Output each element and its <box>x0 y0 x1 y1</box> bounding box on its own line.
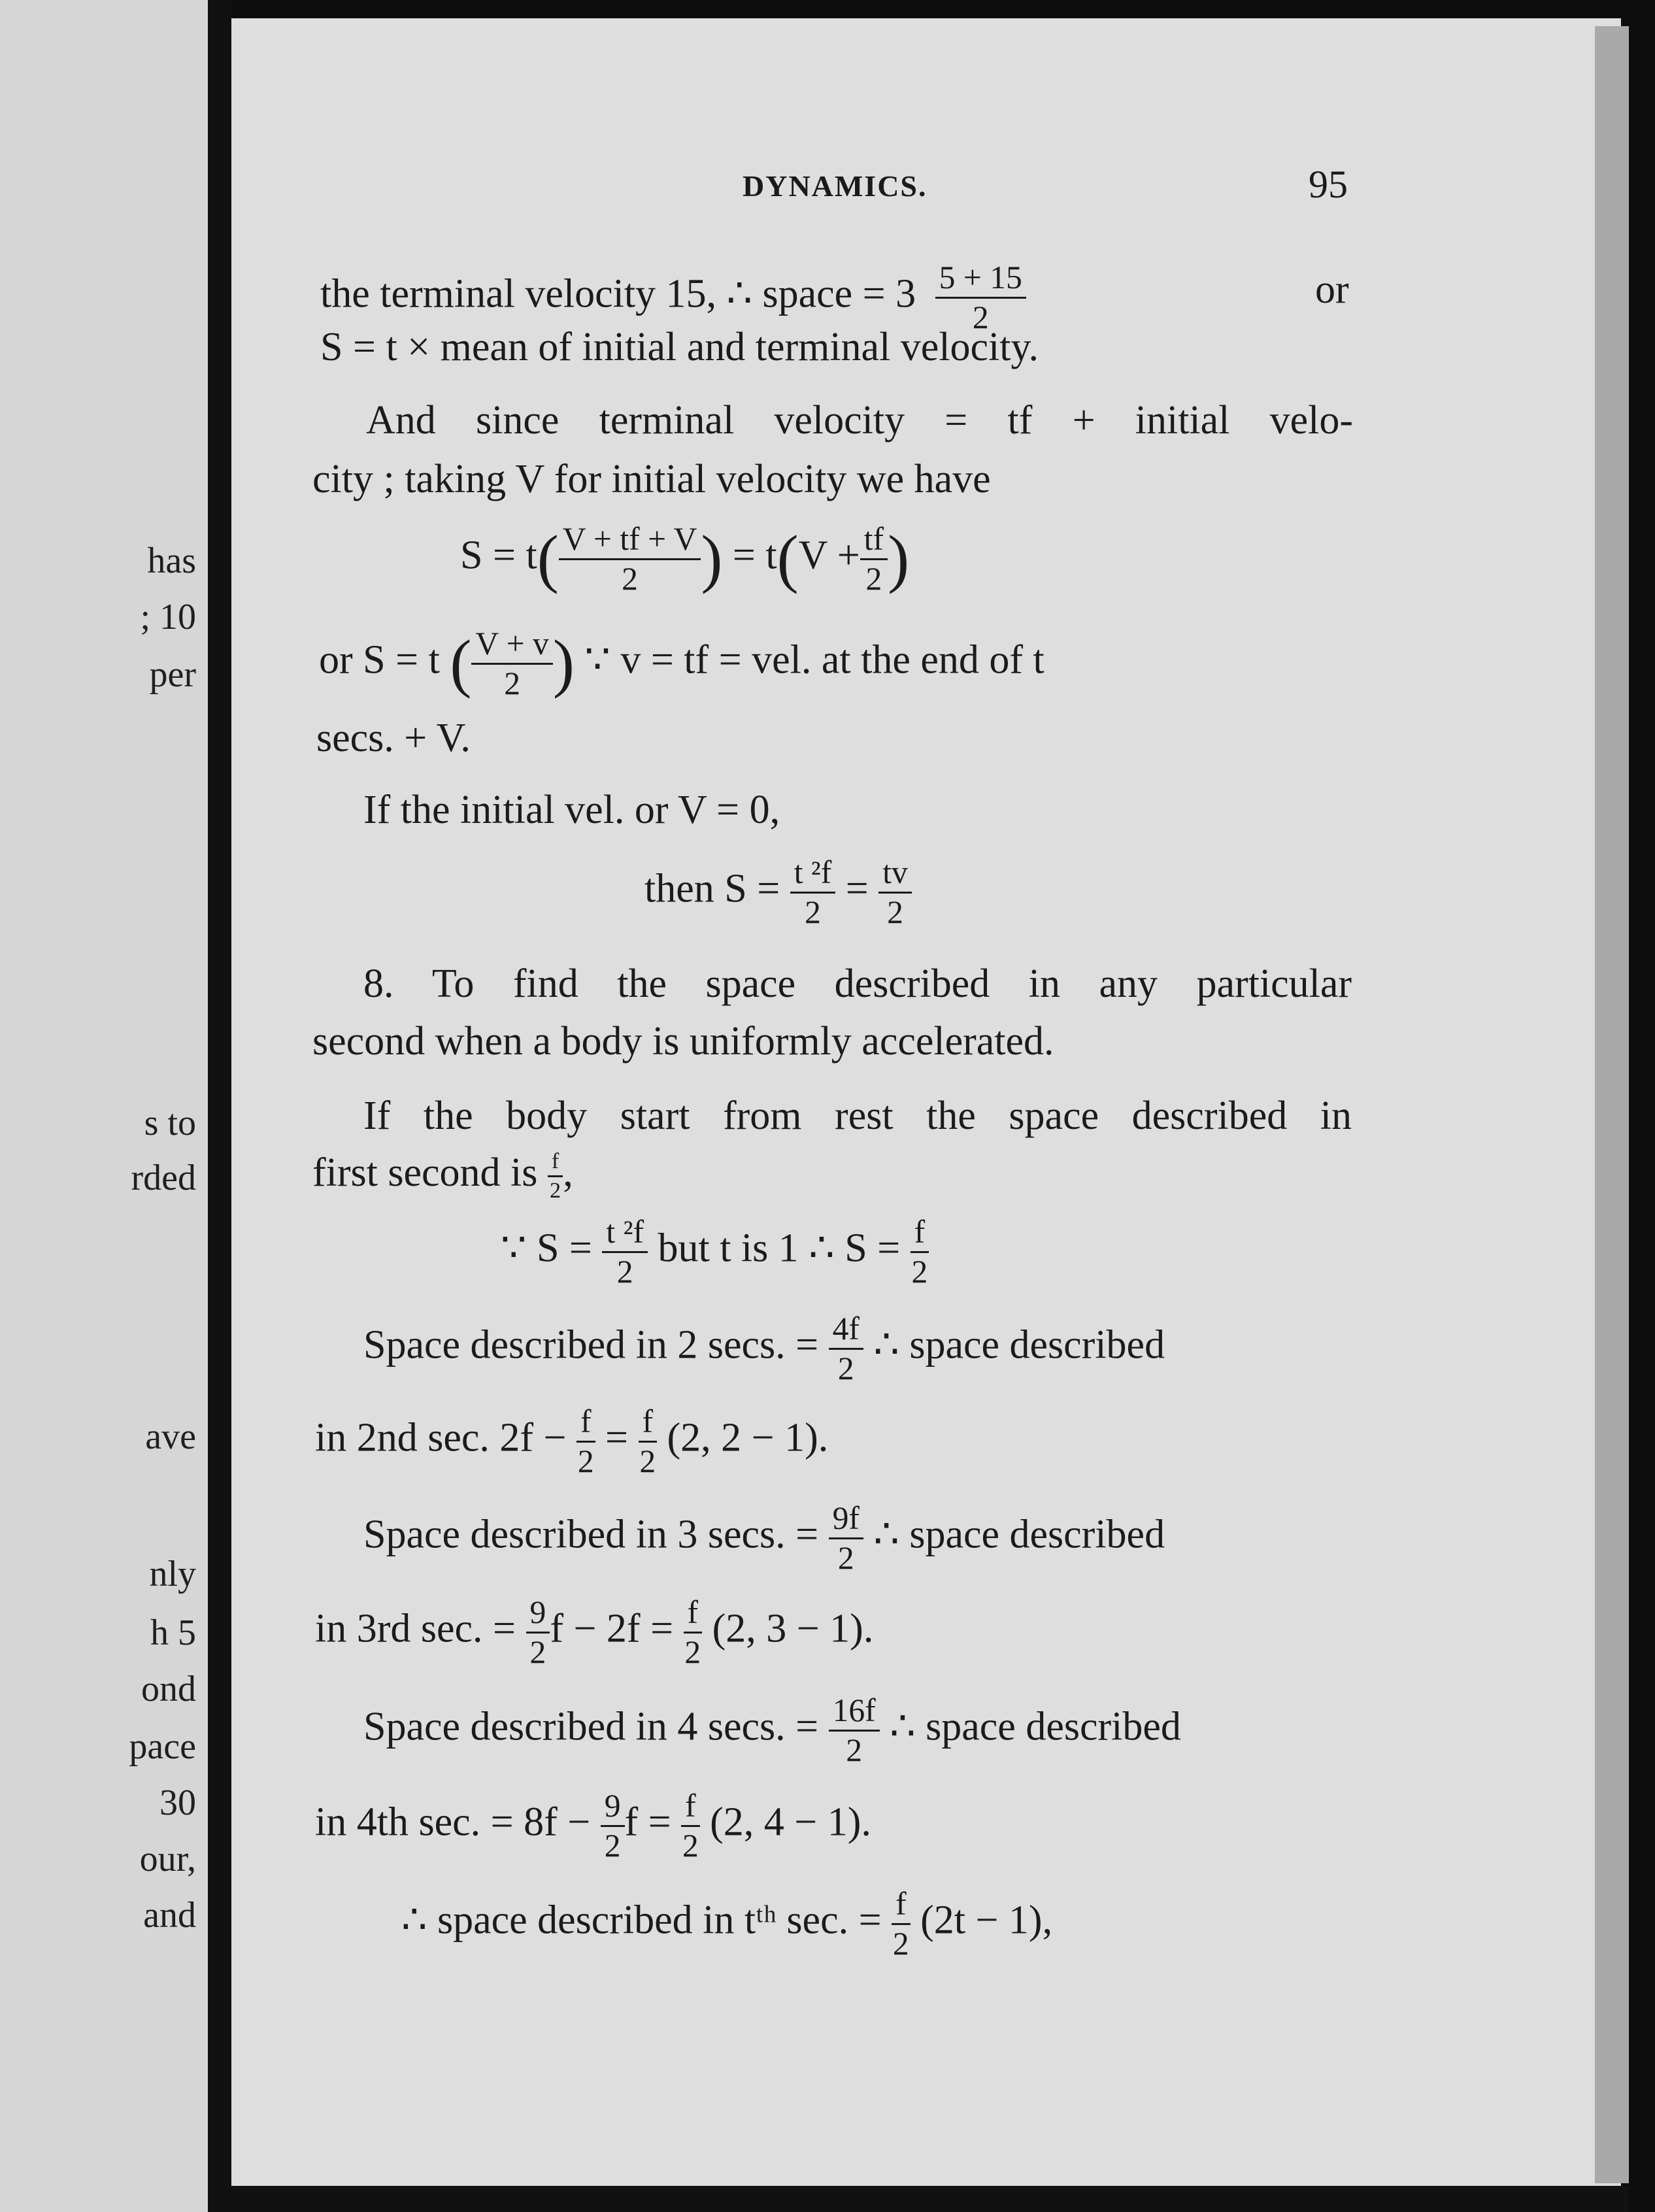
fraction: $\frac{f}{2}$ <box>892 1886 909 1962</box>
text-line: S = t × mean of initial and terminal velocity. <box>320 325 1039 369</box>
equation: ∵ S = $\frac{\text{t ²f}}{2}$ but t is 1 ∴ S = $\frac{f}{2}$ <box>501 1214 928 1290</box>
left-page-line: h 5 <box>150 1613 196 1653</box>
fraction: $\frac{V + tf + V}{2}$ <box>559 523 701 595</box>
left-page-line: s to <box>144 1103 196 1143</box>
paragraph-line: second when a body is uniformly accelerated. <box>312 1019 1054 1064</box>
fraction: $\frac{5 + 15}{2}$ <box>935 261 1026 333</box>
left-page-line: ; 10 <box>140 597 196 637</box>
paragraph-line: And since terminal velocity = tf + initial velo- <box>366 398 1353 443</box>
paragraph-line: 8. To find the space described in any particular <box>363 962 1352 1006</box>
running-header: DYNAMICS. <box>743 169 928 203</box>
left-page-line: and <box>143 1895 196 1936</box>
text-line: Space described in 2 secs. = $\frac{4f}{2}$ ∴ space described <box>363 1311 1165 1386</box>
text-line: in 4th sec. = 8f − $\frac{9}{2}$ f = $\frac{f}{2}$ (2, 4 − 1). <box>315 1788 871 1864</box>
left-page-line: ave <box>145 1416 196 1457</box>
equation: or S = t ( $\frac{V + v}{2}$ ) ∵ v = tf = vel. at the end of t <box>319 626 1045 701</box>
left-page-line: pace <box>129 1726 196 1767</box>
text-line: Space described in 4 secs. = $\frac{16f}{2}$ ∴ space described <box>363 1692 1181 1768</box>
text-line: in 3rd sec. = $\frac{9}{2}$ f − 2f = $\frac{f}{2}$ (2, 3 − 1). <box>315 1594 874 1670</box>
fraction: $\frac{f}{2}$ <box>577 1403 594 1479</box>
fraction: $\frac{\text{t ²f}}{2}$ <box>602 1216 648 1288</box>
paragraph-line: city ; taking V for initial velocity we have <box>312 457 991 501</box>
fraction: $\frac{tv}{2}$ <box>878 856 912 928</box>
left-page-line: nly <box>149 1554 196 1594</box>
fraction: $\frac{V + v}{2}$ <box>471 628 552 699</box>
fraction: $\frac{9}{2}$ <box>601 1790 625 1862</box>
book-spine <box>208 0 231 2212</box>
fraction: $\frac{f}{2}$ <box>684 1594 701 1670</box>
page-number: 95 <box>1309 163 1348 206</box>
left-page-line: our, <box>139 1839 196 1879</box>
paragraph-line: If the body start from rest the space described in <box>363 1094 1352 1138</box>
left-page-line: rded <box>131 1158 196 1198</box>
text-line: the terminal velocity 15, ∴ space = 3 $\frac{5 + 15}{2}$ <box>320 261 1026 333</box>
fraction: $\frac{9}{2}$ <box>526 1596 550 1668</box>
equation: then S = $\frac{\text{t ²f}}{2}$ = $\frac{tv}{2}$ <box>644 856 912 928</box>
text-line: secs. + V. <box>316 716 471 760</box>
fraction: $\frac{4f}{2}$ <box>829 1313 863 1384</box>
fraction: $\frac{f}{2}$ <box>911 1214 928 1290</box>
text-line: Space described in 3 secs. = $\frac{9f}{2}$ ∴ space described <box>363 1500 1165 1576</box>
text-line: ∴ space described in tᵗʰ sec. = $\frac{f}{2}$ (2t − 1), <box>401 1886 1053 1962</box>
fraction: $\frac{f}{2}$ <box>548 1150 563 1202</box>
equation: S = t( $\frac{V + tf + V}{2}$ ) = t(V + $\frac{tf}{2}$ ) <box>460 521 910 597</box>
fraction: $\frac{f}{2}$ <box>682 1788 699 1864</box>
fraction: $\frac{f}{2}$ <box>639 1403 656 1479</box>
text-line: or <box>1315 267 1349 312</box>
paragraph-line: first second is $\frac{f}{2}$ , <box>312 1149 573 1203</box>
left-page-line: has <box>147 541 196 581</box>
text-line: If the initial vel. or V = 0, <box>363 788 780 832</box>
page-edge <box>1595 26 1629 2183</box>
page-bottom-edge <box>231 2186 1629 2212</box>
left-page-line: 30 <box>159 1783 196 1823</box>
fraction: $\frac{\text{t ²f}}{2}$ <box>790 856 836 928</box>
fraction: $\frac{16f}{2}$ <box>829 1694 880 1766</box>
fraction: $\frac{9f}{2}$ <box>829 1502 863 1574</box>
left-page-line: per <box>149 654 196 695</box>
left-page-line: ond <box>141 1669 196 1709</box>
fraction: $\frac{tf}{2}$ <box>860 523 888 595</box>
text-line: in 2nd sec. 2f − $\frac{f}{2}$ = $\frac{f}{2}$ (2, 2 − 1). <box>315 1403 829 1479</box>
